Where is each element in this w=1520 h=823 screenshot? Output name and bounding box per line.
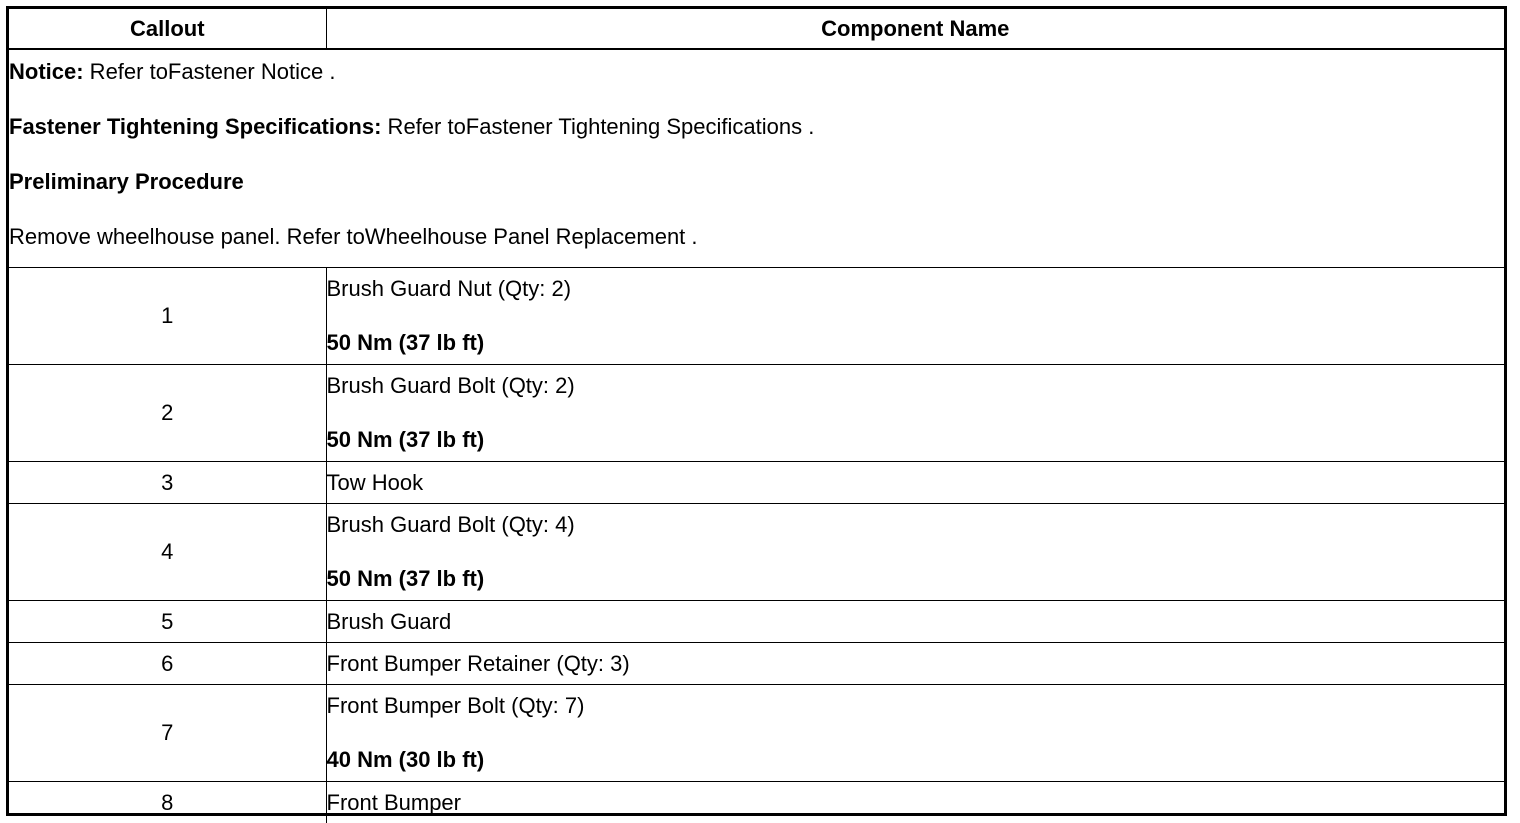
torque-spec: 50 Nm (37 lb ft) xyxy=(327,330,1505,356)
component-cell xyxy=(326,365,1504,462)
callout-column-header: Callout xyxy=(9,9,326,49)
component-name: Brush Guard Nut (Qty: 2) xyxy=(327,276,1505,302)
callout-number: 6 xyxy=(9,643,326,685)
callout-number: 5 xyxy=(9,601,326,643)
notice-label: Notice: xyxy=(9,59,84,84)
table-row xyxy=(9,268,1504,365)
notice-text: Refer toFastener Notice . xyxy=(84,59,336,84)
component-name: Front Bumper Retainer (Qty: 3) xyxy=(326,643,1504,685)
table-row xyxy=(9,365,1504,462)
torque-spec: 50 Nm (37 lb ft) xyxy=(327,566,1505,592)
component-table xyxy=(9,9,1504,823)
table-row xyxy=(9,504,1504,601)
table-row xyxy=(9,462,1504,504)
component-cell xyxy=(326,504,1504,601)
spec-text: Refer toFastener Tightening Specifications . xyxy=(381,114,814,139)
component-cell xyxy=(326,268,1504,365)
component-name: Brush Guard xyxy=(326,601,1504,643)
component-name: Front Bumper Bolt (Qty: 7) xyxy=(327,693,1505,719)
component-name: Brush Guard Bolt (Qty: 4) xyxy=(327,512,1505,538)
callout-number: 2 xyxy=(9,365,326,462)
component-cell xyxy=(326,685,1504,782)
torque-spec: 40 Nm (30 lb ft) xyxy=(327,747,1505,773)
header-row xyxy=(9,9,1504,49)
component-name: Tow Hook xyxy=(326,462,1504,504)
torque-spec: 50 Nm (37 lb ft) xyxy=(327,427,1505,453)
notice-line xyxy=(9,50,1504,105)
spec-label: Fastener Tightening Specifications: xyxy=(9,114,381,139)
spec-line xyxy=(9,105,1504,160)
component-name: Front Bumper xyxy=(326,782,1504,823)
callout-number: 1 xyxy=(9,268,326,365)
component-name-column-header: Component Name xyxy=(326,9,1504,49)
table-row xyxy=(9,601,1504,643)
table-row xyxy=(9,643,1504,685)
preliminary-heading: Preliminary Procedure xyxy=(9,160,1504,215)
callout-number: 3 xyxy=(9,462,326,504)
table-row xyxy=(9,685,1504,782)
component-name: Brush Guard Bolt (Qty: 2) xyxy=(327,373,1505,399)
notes-cell xyxy=(9,49,1504,268)
callout-number: 7 xyxy=(9,685,326,782)
preliminary-text: Remove wheelhouse panel. Refer toWheelhouse Panel Replacement . xyxy=(9,215,1504,267)
table-row xyxy=(9,782,1504,823)
component-table-frame xyxy=(6,6,1507,816)
callout-number: 8 xyxy=(9,782,326,823)
callout-number: 4 xyxy=(9,504,326,601)
notes-row xyxy=(9,49,1504,268)
